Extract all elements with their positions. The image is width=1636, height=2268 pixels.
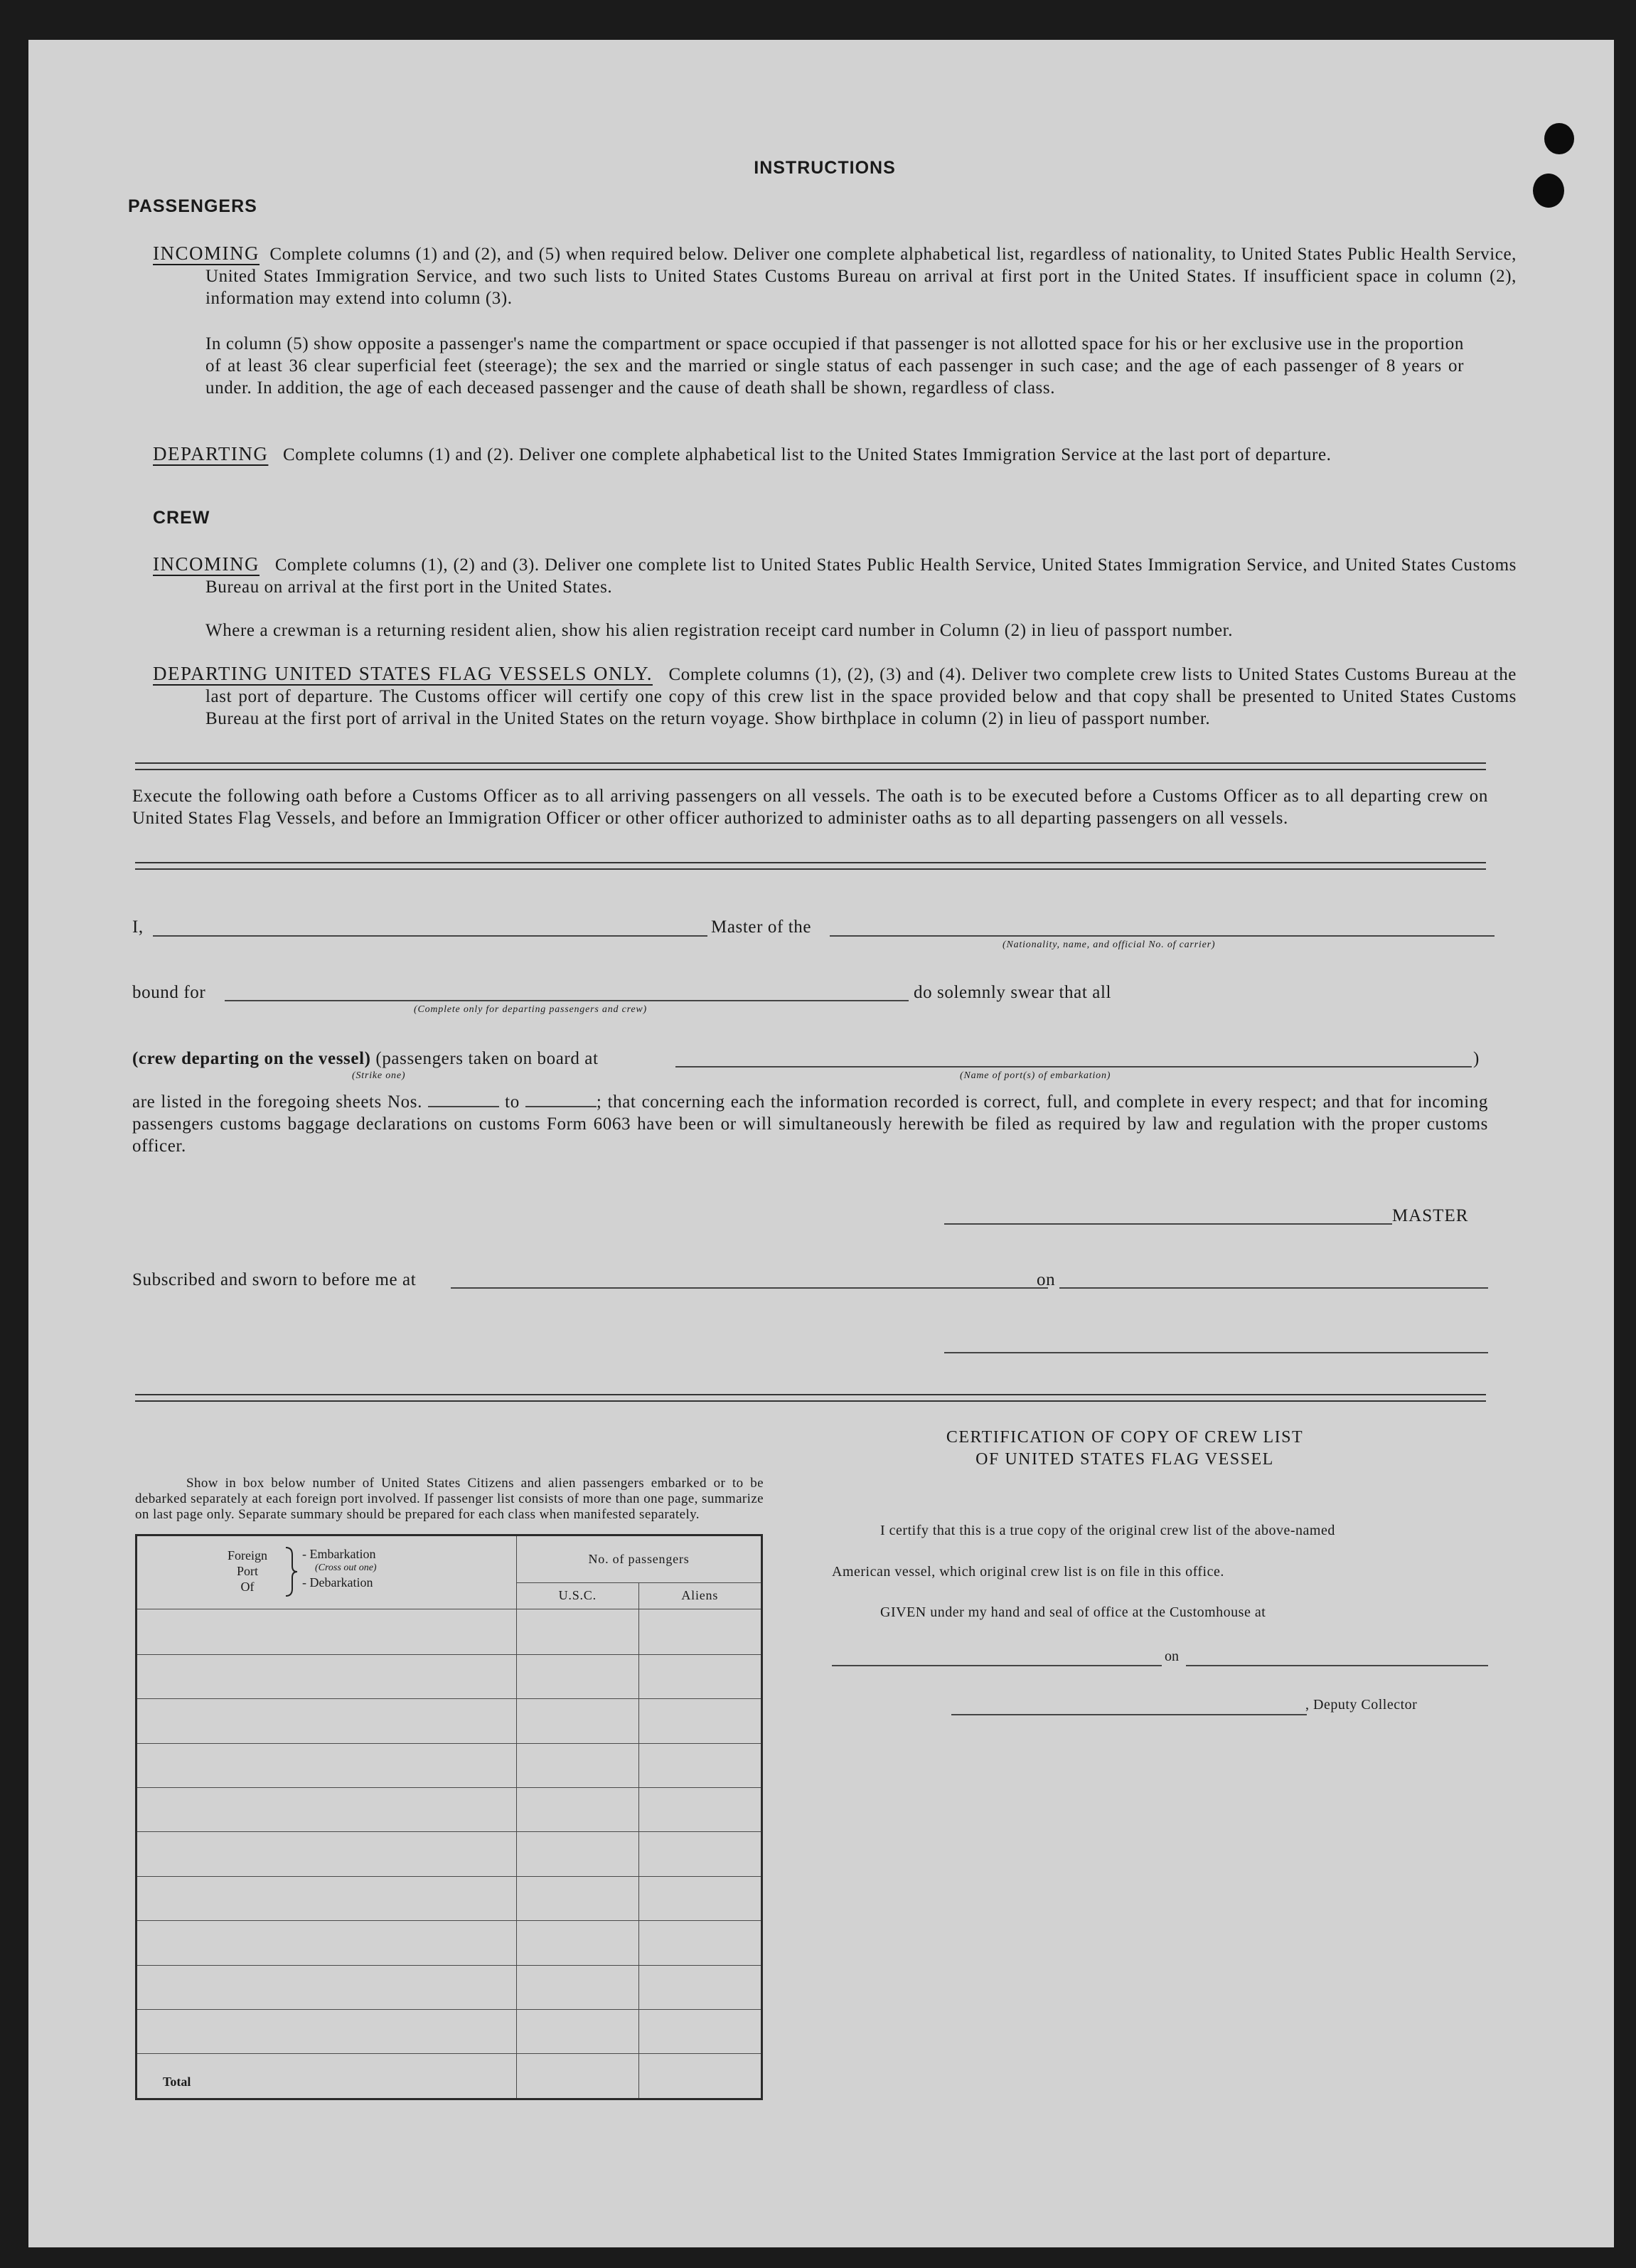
carrier-field[interactable]	[830, 935, 1495, 937]
foreign-label: Foreign	[228, 1548, 267, 1562]
sworn-date-field[interactable]	[1059, 1287, 1488, 1289]
port-cell[interactable]	[137, 1788, 517, 1832]
crew-departing-text: Complete columns (1), (2), (3) and (4). Deliver two complete crew lists to United States Customs Bureau at the last port of departure. The Customs officer will certify one copy of this crew list in the space provided below and that copy shall be presented to United States Customs Bureau at the first port of arrival in the United States on the return voyage. Show birthplace in column (2) in lieu of passport number.	[205, 665, 1517, 728]
crew-incoming-paragraph	[153, 553, 1517, 598]
to-label: to	[505, 1092, 520, 1112]
sheet-to-field[interactable]	[525, 1092, 597, 1107]
port-cell[interactable]	[137, 1654, 517, 1698]
certification-on-label: on	[1165, 1649, 1179, 1664]
certification-date-field[interactable]	[1186, 1665, 1488, 1666]
bound-for-field[interactable]	[225, 1000, 909, 1001]
oath-i-label: I,	[132, 917, 144, 937]
crew-departing-label: DEPARTING UNITED STATES FLAG VESSELS ONLY.	[153, 663, 653, 684]
crew-departing-paragraph	[153, 663, 1517, 730]
divider	[135, 862, 1486, 870]
table-row	[137, 1654, 762, 1698]
subscribed-label: Subscribed and sworn to before me at	[132, 1270, 417, 1289]
port-cell[interactable]	[137, 1876, 517, 1920]
port-header-cell	[137, 1535, 517, 1609]
total-label: Total	[163, 2075, 191, 2089]
master-label: MASTER	[1392, 1206, 1469, 1225]
aliens-cell[interactable]	[638, 1788, 762, 1832]
section-heading-crew: CREW	[153, 508, 210, 528]
debarkation-option[interactable]: - Debarkation	[302, 1575, 373, 1590]
oath-instruction-paragraph: Execute the following oath before a Customs Officer as to all arriving passengers on all vessels. The oath is to be executed before a Customs Officer as to all departing crew on United States Flag Vessels, and before an Immigration Officer or other officer authorized to administer oaths as to all departing passengers on all vessels.	[132, 787, 1488, 828]
aliens-cell[interactable]	[638, 1654, 762, 1698]
aliens-cell[interactable]	[638, 1965, 762, 2009]
crew-departing-text[interactable]: (crew departing on the vessel)	[132, 1049, 371, 1068]
of-label: Of	[240, 1580, 255, 1594]
table-row	[137, 1921, 762, 1965]
embarkation-option[interactable]: - Embarkation	[302, 1547, 376, 1561]
aliens-cell[interactable]	[638, 1921, 762, 1965]
no-of-passengers-header: No. of passengers	[517, 1535, 762, 1583]
table-row	[137, 1965, 762, 2009]
strike-one-hint: (Strike one)	[352, 1070, 406, 1081]
certify-text-2: American vessel, which original crew list is on file in this office.	[832, 1564, 1224, 1580]
master-signature-field[interactable]	[944, 1223, 1392, 1225]
passengers-departing-label: DEPARTING	[153, 443, 269, 464]
usc-cell[interactable]	[517, 1876, 638, 1920]
divider	[135, 1394, 1486, 1402]
officer-signature-field[interactable]	[944, 1352, 1488, 1353]
table-row	[137, 1876, 762, 1920]
passengers-departing-paragraph	[153, 443, 1517, 466]
master-name-field[interactable]	[153, 935, 707, 937]
aliens-cell[interactable]	[638, 1832, 762, 1876]
usc-cell[interactable]	[517, 1609, 638, 1654]
table-row	[137, 2010, 762, 2054]
port-cell[interactable]	[137, 1609, 517, 1654]
swear-text: do solemnly swear that all	[914, 983, 1112, 1002]
deputy-collector-signature-field[interactable]	[951, 1714, 1307, 1715]
passengers-incoming-label: INCOMING	[153, 243, 260, 264]
total-usc-cell[interactable]	[517, 2054, 638, 2099]
brace-icon	[284, 1546, 299, 1597]
usc-cell[interactable]	[517, 1699, 638, 1743]
table-row	[137, 1832, 762, 1876]
sworn-place-field[interactable]	[451, 1287, 1048, 1289]
port-cell[interactable]	[137, 1743, 517, 1787]
usc-cell[interactable]	[517, 1965, 638, 2009]
port-cell[interactable]	[137, 1699, 517, 1743]
passenger-summary-table	[135, 1534, 763, 2100]
certification-title	[911, 1427, 1338, 1471]
deputy-collector-label: , Deputy Collector	[1305, 1697, 1418, 1713]
total-aliens-cell[interactable]	[638, 2054, 762, 2099]
passengers-column5-paragraph: In column (5) show opposite a passenger's name the compartment or space occupied if that passenger is not allotted space for his or her exclusive use in the proportion of at least 36 clear superficial feet (steerage); the sex and the married or single status of each passenger in such case; and the age of each passenger of 8 years or under. In addition, the age of each deceased passenger and the cause of death shall be shown, regardless of class.	[205, 334, 1464, 398]
total-row	[137, 2054, 762, 2099]
ports-embarkation-field[interactable]	[675, 1066, 1472, 1068]
carrier-hint: (Nationality, name, and official No. of carrier)	[1003, 939, 1216, 950]
usc-cell[interactable]	[517, 2010, 638, 2054]
sheet-from-field[interactable]	[428, 1092, 499, 1107]
punch-hole-mark	[1533, 174, 1564, 208]
aliens-cell[interactable]	[638, 1609, 762, 1654]
sworn-on-label: on	[1037, 1270, 1056, 1289]
usc-cell[interactable]	[517, 1921, 638, 1965]
bound-for-hint: (Complete only for departing passengers and crew)	[414, 1004, 647, 1015]
table-row	[137, 1743, 762, 1787]
passengers-departing-text: Complete columns (1) and (2). Deliver one complete alphabetical list to the United States Immigration Service at the last port of departure.	[282, 445, 1332, 464]
usc-header: U.S.C.	[517, 1582, 638, 1609]
port-cell[interactable]	[137, 1965, 517, 2009]
cross-out-hint: (Cross out one)	[315, 1562, 377, 1573]
port-label: Port	[236, 1564, 258, 1578]
divider	[135, 762, 1486, 770]
customhouse-field[interactable]	[832, 1665, 1162, 1666]
port-cell[interactable]	[137, 1921, 517, 1965]
ports-hint: (Name of port(s) of embarkation)	[960, 1070, 1111, 1081]
usc-cell[interactable]	[517, 1654, 638, 1698]
given-text: GIVEN under my hand and seal of office at the Customhouse at	[880, 1604, 1266, 1620]
aliens-cell[interactable]	[638, 1876, 762, 1920]
listed-rest: ; that concerning each the information recorded is correct, full, and complete in every respect; and that for incoming passengers customs baggage declarations on customs Form 6063 have been or will simultaneously herewith be filed as required by law and regulation with the proper customs officer.	[132, 1092, 1488, 1156]
table-row	[137, 1699, 762, 1743]
page-title: INSTRUCTIONS	[754, 158, 896, 178]
table-row	[137, 1609, 762, 1654]
punch-hole-mark	[1544, 123, 1574, 154]
section-heading-passengers: PASSENGERS	[128, 196, 257, 216]
crew-incoming-text: Complete columns (1), (2) and (3). Deliver one complete list to United States Public Health Service, United States Immigration Service, and United States Customs Bureau on arrival at the first port in the United States.	[205, 555, 1517, 597]
listed-prefix: are listed in the foregoing sheets Nos.	[132, 1092, 422, 1112]
certification-title-line1: CERTIFICATION OF COPY OF CREW LIST	[946, 1428, 1304, 1447]
passengers-incoming-text: Complete columns (1) and (2), and (5) when required below. Deliver one complete alphabetical list, regardless of nationality, to United States Public Health Service, United States Immigration Service, and two such lists to United States Customs Bureau on arrival at first port in the United States. If insufficient space in column (2), information may extend into column (3).	[205, 245, 1517, 308]
usc-cell[interactable]	[517, 1788, 638, 1832]
crew-incoming-label: INCOMING	[153, 553, 260, 575]
usc-cell[interactable]	[517, 1743, 638, 1787]
aliens-header: Aliens	[638, 1582, 762, 1609]
passengers-taken-text[interactable]: (passengers taken on board at	[375, 1049, 599, 1068]
crew-departing-option	[132, 1048, 599, 1070]
aliens-cell[interactable]	[638, 1699, 762, 1743]
table-row	[137, 1788, 762, 1832]
passengers-incoming-paragraph	[153, 243, 1517, 309]
crew-alien-paragraph: Where a crewman is a returning resident alien, show his alien registration receipt card number in Column (2) in lieu of passport number.	[205, 621, 1234, 640]
close-paren: )	[1473, 1049, 1480, 1068]
master-of-the-label: Master of the	[711, 917, 812, 937]
certification-title-line2: OF UNITED STATES FLAG VESSEL	[975, 1450, 1274, 1469]
sheets-paragraph	[132, 1091, 1488, 1157]
certify-text-1: I certify that this is a true copy of the original crew list of the above-named	[880, 1523, 1335, 1538]
aliens-cell[interactable]	[638, 1743, 762, 1787]
port-cell[interactable]	[137, 1832, 517, 1876]
bound-for-label: bound for	[132, 983, 206, 1002]
summary-instruction: Show in box below number of United States Citizens and alien passengers embarked or to be debarked separately at each foreign port involved. If passenger list consists of more than one page, summarize on last page only. Separate summary should be prepared for each class when manifested separately.	[135, 1476, 764, 1522]
form-page	[28, 40, 1614, 2247]
port-cell[interactable]	[137, 2010, 517, 2054]
usc-cell[interactable]	[517, 1832, 638, 1876]
total-label-cell	[137, 2054, 517, 2099]
aliens-cell[interactable]	[638, 2010, 762, 2054]
